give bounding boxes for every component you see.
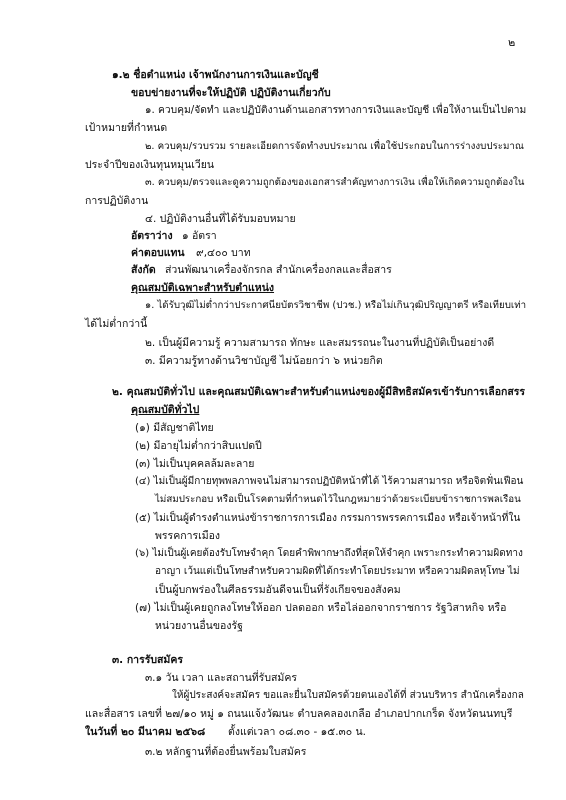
general-qual-subheading: คุณสมบัติทั่วไป: [131, 404, 200, 416]
gen-qual-1: (๑) มีสัญชาติไทย: [135, 422, 214, 434]
scope-heading: ขอบข่ายงานที่จะให้ปฏิบัติ ปฏิบัติงานเกี่ยวกับ: [131, 87, 331, 99]
pay-label: ค่าตอบแทน: [131, 247, 185, 259]
gen-qual-4-line2: ไม่สมประกอบ หรือเป็นโรคตามที่กำหนดไว้ในกฎหมายว่าด้วยระเบียบข้าราชการพลเรือน: [155, 494, 521, 505]
gen-qual-6-line2: อาญา เว้นแต่เป็นโทษสำหรับความผิดที่ได้กระทำโดยประมาท หรือความผิดลหุโทษ ไม่: [155, 566, 520, 577]
application-body-line2: และสื่อสาร เลขที่ ๒๗/๑๐ หมู่ ๑ ถนนแจ้งวัฒนะ ตำบลคลองเกลือ อำเภอปากเกร็ด จังหวัดนนทบุรี: [85, 708, 513, 720]
qual-1-line2: ได้ไม่ต่ำกว่านี้: [85, 318, 148, 330]
gen-qual-5-line2: พรรคการเมือง: [155, 530, 221, 542]
gen-qual-6-line1: (๖) ไม่เป็นผู้เคยต้องรับโทษจำคุก โดยคำพิพากษาถึงที่สุดให้จำคุก เพราะกระทำความผิดทาง: [135, 548, 523, 559]
section-3-heading: ๓. การรับสมัคร: [112, 654, 184, 666]
section-2-heading: ๒. คุณสมบัติทั่วไป และคุณสมบัติเฉพาะสำหรับตำแหน่งของผู้มีสิทธิสมัครเข้ารับการเลือกสรร: [112, 386, 526, 398]
duty-4-line1: ๔. ปฏิบัติงานอื่นที่ได้รับมอบหมาย: [145, 213, 296, 225]
application-time: ตั้งแต่เวลา ๐๘.๓๐ - ๑๕.๓๐ น.: [228, 726, 366, 738]
duty-3-line2: การปฏิบัติงาน: [85, 195, 149, 207]
duty-1-line1: ๑. ควบคุม/จัดทำ และปฏิบัติงานด้านเอกสารทางการเงินและบัญชี เพื่อให้งานเป็นไปตาม: [145, 104, 527, 116]
gen-qual-2: (๒) มีอายุไม่ต่ำกว่าสิบแปดปี: [135, 440, 262, 452]
duty-2-line1: ๒. ควบคุม/รวบรวม รายละเอียดการจัดทำงบประมาณ เพื่อใช้ประกอบในการร่างงบประมาณ: [145, 141, 524, 152]
qual-3-line1: ๓. มีความรู้ทางด้านวิชาบัญชี ไม่น้อยกว่า ๖ หน่วยกิต: [145, 355, 383, 367]
gen-qual-7-line2: หน่วยงานอื่นของรัฐ: [155, 620, 243, 632]
qual-2-line1: ๒. เป็นผู้มีความรู้ ความสามารถ ทักษะ และสมรรถนะในงานที่ปฏิบัติเป็นอย่างดี: [145, 337, 495, 349]
gen-qual-5-line1: (๕) ไม่เป็นผู้ดำรงตำแหน่งข้าราชการการเมือง กรรมการพรรคการเมือง หรือเจ้าหน้าที่ใน: [135, 512, 521, 524]
sub-3-1: ๓.๑ วัน เวลา และสถานที่รับสมัคร: [145, 672, 297, 684]
sub-3-2: ๓.๒ หลักฐานที่ต้องยื่นพร้อมใบสมัคร: [145, 746, 307, 758]
application-body-line1: ให้ผู้ประสงค์จะสมัคร ขอและยื่นใบสมัครด้วยตนเองได้ที่ ส่วนบริหาร สำนักเครื่องกล: [172, 690, 524, 701]
section-1-2-heading: ๑.๒ ชื่อตำแหน่ง เจ้าพนักงานการเงินและบัญชี: [112, 69, 319, 81]
qualifications-heading: คุณสมบัติเฉพาะสำหรับตำแหน่ง: [131, 282, 275, 294]
affiliation-label: สังกัด: [131, 264, 156, 276]
page-number: ๒: [508, 36, 516, 49]
vacancy-label: อัตราว่าง: [131, 230, 173, 242]
gen-qual-3: (๓) ไม่เป็นบุคคลล้มละลาย: [135, 458, 255, 470]
application-date: ในวันที่ ๒๐ มีนาคม ๒๕๖๘: [85, 726, 206, 738]
duty-1-line2: เป้าหมายที่กำหนด: [85, 122, 168, 134]
qual-1-line1: ๑. ได้รับวุฒิไม่ต่ำกว่าประกาศนียบัตรวิชาชีพ (ปวช.) หรือไม่เกินวุฒิปริญญาตรี หรือเทียบเท่า: [145, 300, 527, 311]
duty-3-line1: ๓. ควบคุม/ตรวจและดูความถูกต้องของเอกสารสำคัญทางการเงิน เพื่อให้เกิดความถูกต้องใน: [145, 177, 525, 188]
vacancy-value: ๑ อัตรา: [182, 230, 217, 242]
gen-qual-6-line3: เป็นผู้บกพร่องในศีลธรรมอันดีจนเป็นที่รังเกียจของสังคม: [155, 584, 401, 596]
gen-qual-7-line1: (๗) ไม่เป็นผู้เคยถูกลงโทษให้ออก ปลดออก หรือไล่ออกจากราชการ รัฐวิสาหกิจ หรือ: [135, 602, 507, 614]
gen-qual-4-line1: (๔) ไม่เป็นผู้มีกายทุพพลภาพจนไม่สามารถปฏิบัติหน้าที่ได้ ไร้ความสามารถ หรือจิตฟั่นเฟือน: [135, 476, 524, 487]
affiliation-value: ส่วนพัฒนาเครื่องจักรกล สำนักเครื่องกลและสื่อสาร: [165, 264, 392, 276]
pay-value: ๙,๔๐๐ บาท: [196, 247, 251, 259]
duty-2-line2: ประจำปีของเงินทุนหมุนเวียน: [85, 159, 215, 171]
